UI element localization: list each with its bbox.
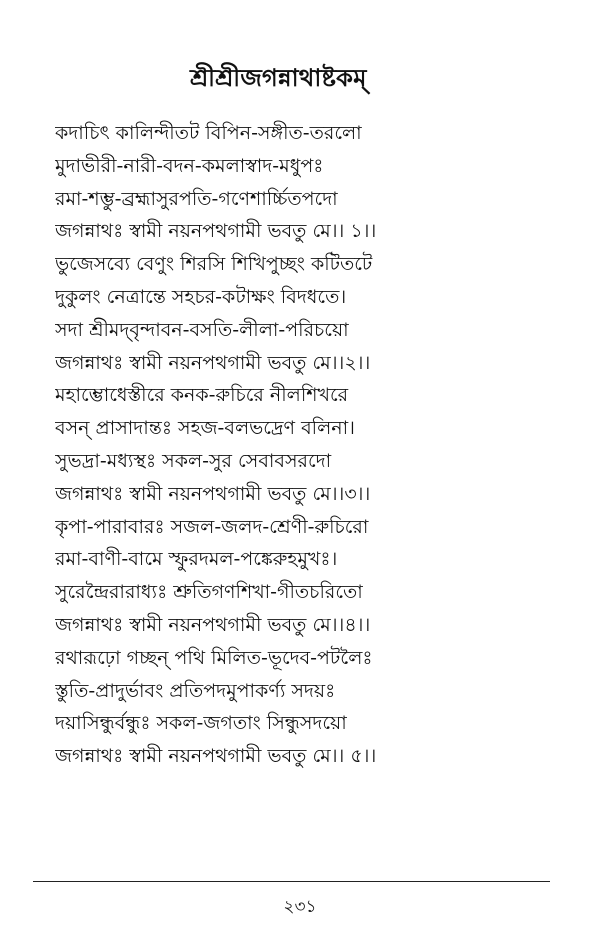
verse-line: দুকুলং নেত্রান্তে সহচর-কটাক্ষং বিদধতে। <box>55 285 347 308</box>
verse-line: সদা শ্রীমদ্‌বৃন্দাবন-বসতি-লীলা-পরিচয়ো <box>55 318 349 341</box>
verse-line: দয়াসিন্ধুর্বন্ধুঃ সকল-জগতাং সিন্ধুসদয়ো <box>55 712 347 735</box>
verse-line: ভুজেসব্যে বেণুং শিরসি শিখিপুচ্ছং কটিতটে <box>55 253 373 276</box>
verse-line: রমা-শম্ভু-ব্রহ্মাসুরপতি-গণেশার্চ্চিতপদো <box>55 187 338 210</box>
page-number: ২৩১ <box>283 897 317 917</box>
verse-line: স্তুতি-প্রাদুর্ভাবং প্রতিপদমুপাকর্ণ্য সদয়ঃ <box>55 679 336 702</box>
page-title: শ্রীশ্রীজগন্নাথাষ্টকম্ <box>190 64 367 92</box>
verse-line: জগন্নাথঃ স্বামী নয়নপথগামী ভবতু মে।। ৫।। <box>55 745 377 768</box>
verse-line: জগন্নাথঃ স্বামী নয়নপথগামী ভবতু মে।।৩।। <box>55 482 371 505</box>
verse-line: কৃপা-পারাবারঃ সজল-জলদ-শ্রেণী-রুচিরো <box>55 515 369 538</box>
verse-line: জগন্নাথঃ স্বামী নয়নপথগামী ভবতু মে।।২।। <box>55 351 371 374</box>
verse-line: সুভদ্রা-মধ্যস্থঃ সকল-সুর সেবাবসরদো <box>55 449 332 472</box>
verse-block <box>55 117 575 773</box>
footer-rule <box>33 881 550 882</box>
verse-line: রমা-বাণী-বামে স্ফুরদমল-পঙ্কেরুহমুখঃ। <box>55 548 338 571</box>
verse-line: মহাম্ভোধেস্তীরে কনক-রুচিরে নীলশিখরে <box>55 384 349 407</box>
verse-line: মুদাভীরী-নারী-বদন-কমলাস্বাদ-মধুপঃ <box>55 154 324 177</box>
verse-line: বসন্ প্রাসাদান্তঃ সহজ-বলভদ্রেণ বলিনা। <box>55 417 355 440</box>
verse-line: কদাচিৎ কালিন্দীতট বিপিন-সঙ্গীত-তরলো <box>55 122 362 144</box>
verse-line: রথারূঢ়ো গচ্ছন্ পথি মিলিত-ভূদেব-পটলৈঃ <box>55 646 373 669</box>
verse-line: জগন্নাথঃ স্বামী নয়নপথগামী ভবতু মে।। ১।। <box>55 220 377 243</box>
verse-line: জগন্নাথঃ স্বামী নয়নপথগামী ভবতু মে।।৪।। <box>55 613 371 636</box>
verse-line: সুরেন্দ্রৈরারাধ্যঃ শ্রুতিগণশিখা-গীতচরিতো <box>55 581 363 604</box>
